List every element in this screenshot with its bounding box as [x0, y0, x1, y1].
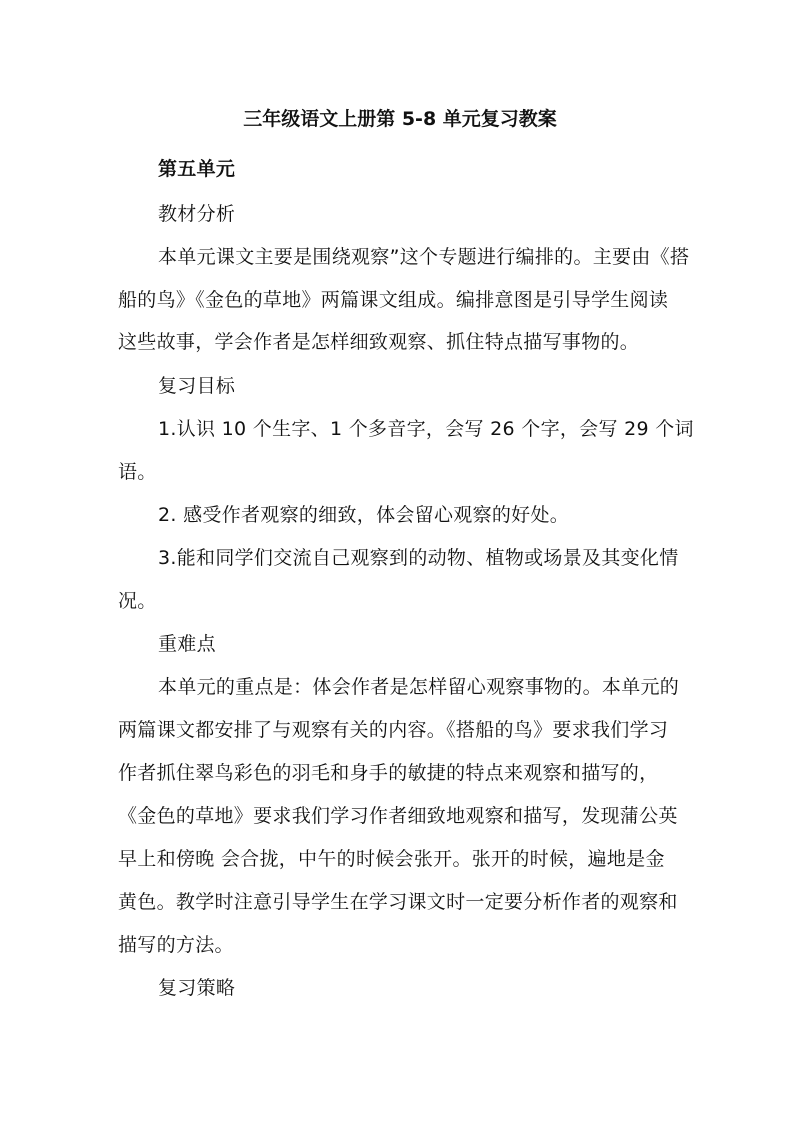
goals-heading: 复习目标	[158, 375, 236, 397]
key-points-line: 黄色。教学时注意引导学生在学习课文时一定要分析作者的观察和	[118, 891, 678, 913]
goal-item-2-line: 2. 感受作者观察的细致，体会留心观察的好处。	[158, 504, 570, 526]
key-points-line: 描写的方法。	[118, 934, 234, 956]
goal-item-1-line: 1.认识 10 个生字、1 个多音字，会写 26 个字，会写 29 个词	[158, 418, 694, 440]
key-points-line: 作者抓住翠鸟彩色的羽毛和身手的敏捷的特点来观察和描写的，	[118, 762, 659, 784]
analysis-line: 船的鸟》《金色的草地》两篇课文组成。编排意图是引导学生阅读	[118, 289, 669, 311]
analysis-heading: 教材分析	[158, 203, 236, 225]
analysis-line: 这些故事，学会作者是怎样细致观察、抓住特点描写事物的。	[118, 331, 640, 353]
key-points-line: 本单元的重点是：体会作者是怎样留心观察事物的。本单元的	[158, 676, 680, 698]
analysis-line: 本单元课文主要是围绕观察”这个专题进行编排的。主要由《搭	[158, 246, 690, 268]
key-points-line: 两篇课文都安排了与观察有关的内容。《搭船的鸟》要求我们学习	[118, 719, 669, 741]
key-points-line: 《金色的草地》要求我们学习作者细致地观察和描写，发现蒲公英	[118, 805, 678, 827]
goal-item-1-line: 语。	[118, 461, 157, 483]
strategy-heading: 复习策略	[158, 977, 236, 999]
document-title: 三年级语文上册第 5-8 单元复习教案	[243, 108, 557, 130]
goal-item-3-line: 况。	[118, 590, 157, 612]
goal-item-3-line: 3.能和同学们交流自己观察到的动物、植物或场景及其变化情	[158, 547, 679, 569]
key-points-heading: 重难点	[158, 633, 216, 655]
unit-heading: 第五单元	[158, 158, 236, 180]
key-points-line: 早上和傍晚 会合拢，中午的时候会张开。张开的时候，遍地是金	[118, 848, 665, 870]
